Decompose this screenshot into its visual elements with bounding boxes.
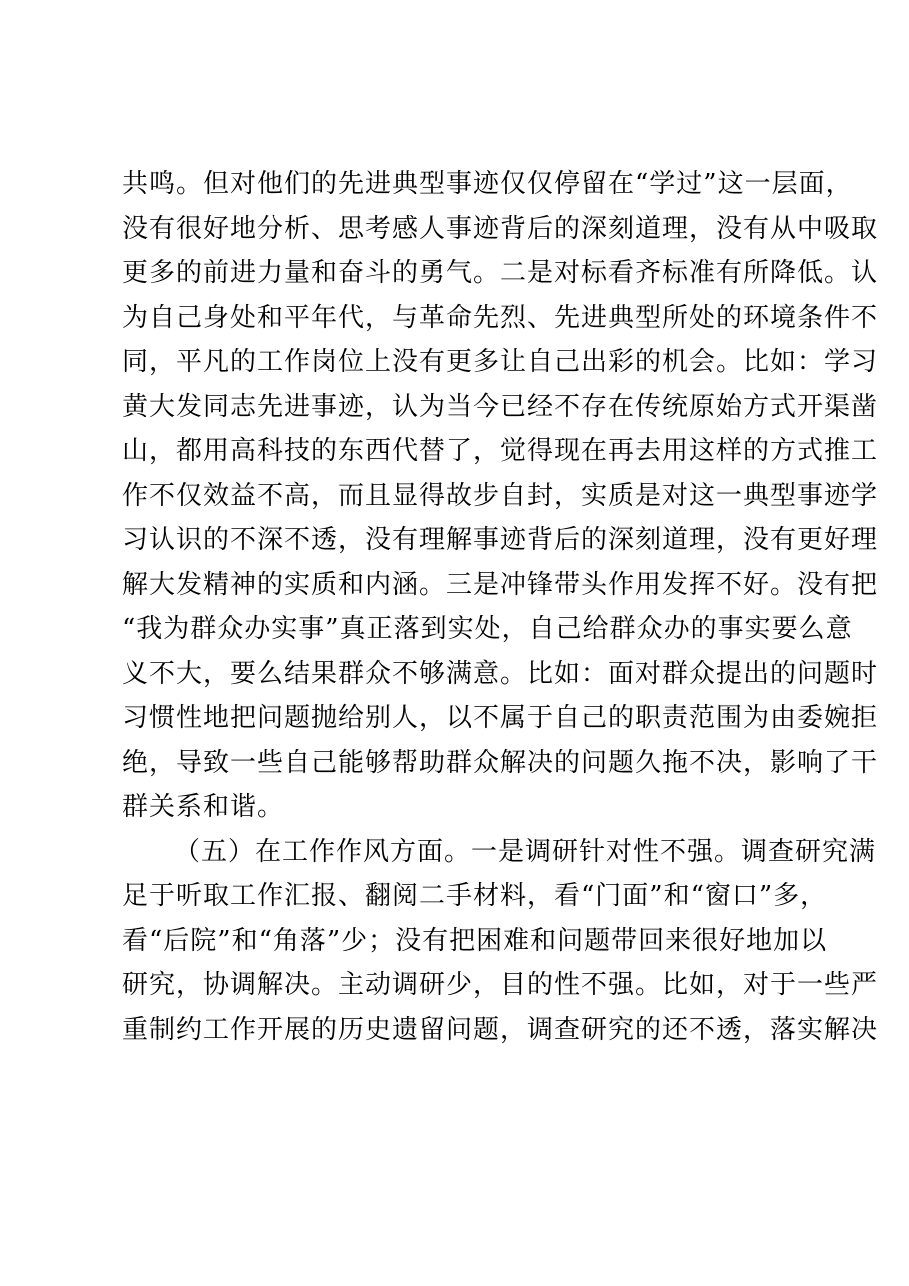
text-line: 解大发精神的实质和内涵。三是冲锋带头作用发挥不好。没有把 (122, 569, 879, 600)
text-line: 研究，协调解决。主动调研少，目的性不强。比如，对于一些严 (122, 970, 879, 1000)
text-line: 重制约工作开展的历史遗留问题，调查研究的还不透，落实解决 (122, 1014, 879, 1045)
text-line: 同，平凡的工作岗位上没有更多让自己出彩的机会。比如：学习 (122, 347, 879, 377)
text-line: 习惯性地把问题抛给别人，以不属于自己的职责范围为由委婉拒 (122, 703, 879, 733)
text-line: 山，都用高科技的东西代替了，觉得现在再去用这样的方式推工 (122, 436, 879, 466)
text-line: “我为群众办实事”真正落到实处，自己给群众办的事实要么意 (122, 614, 853, 644)
text-line: 绝，导致一些自己能够帮助群众解决的问题久拖不决，影响了干 (122, 747, 879, 778)
text-line: 共鸣。但对他们的先进典型事迹仅仅停留在“学过”这一层面， (122, 169, 853, 199)
text-line-paragraph-end: 群关系和谐。 (122, 792, 285, 822)
text-line-paragraph-start: （五）在工作作风方面。一是调研针对性不强。调查研究满 (174, 836, 877, 867)
text-line: 习认识的不深不透，没有理解事迹背后的深刻道理，没有更好理 (122, 525, 879, 555)
text-line: 作不仅效益不高，而且显得故步自封，实质是对这一典型事迹学 (122, 480, 879, 511)
text-line: 更多的前进力量和奋斗的勇气。二是对标看齐标准有所降低。认 (122, 258, 879, 288)
text-line: 没有很好地分析、思考感人事迹背后的深刻道理，没有从中吸取 (122, 213, 879, 244)
text-line: 义不大，要么结果群众不够满意。比如：面对群众提出的问题时 (122, 658, 879, 689)
text-line: 为自己身处和平年代，与革命先烈、先进典型所处的环境条件不 (122, 302, 879, 333)
text-line: 看“后院”和“角落”少；没有把困难和问题带回来很好地加以 (122, 925, 828, 956)
body-text (122, 165, 879, 1055)
text-line: 足于听取工作汇报、翻阅二手材料，看“门面”和“窗口”多， (122, 881, 828, 911)
text-line: 黄大发同志先进事迹，认为当今已经不存在传统原始方式开渠凿 (122, 391, 879, 422)
